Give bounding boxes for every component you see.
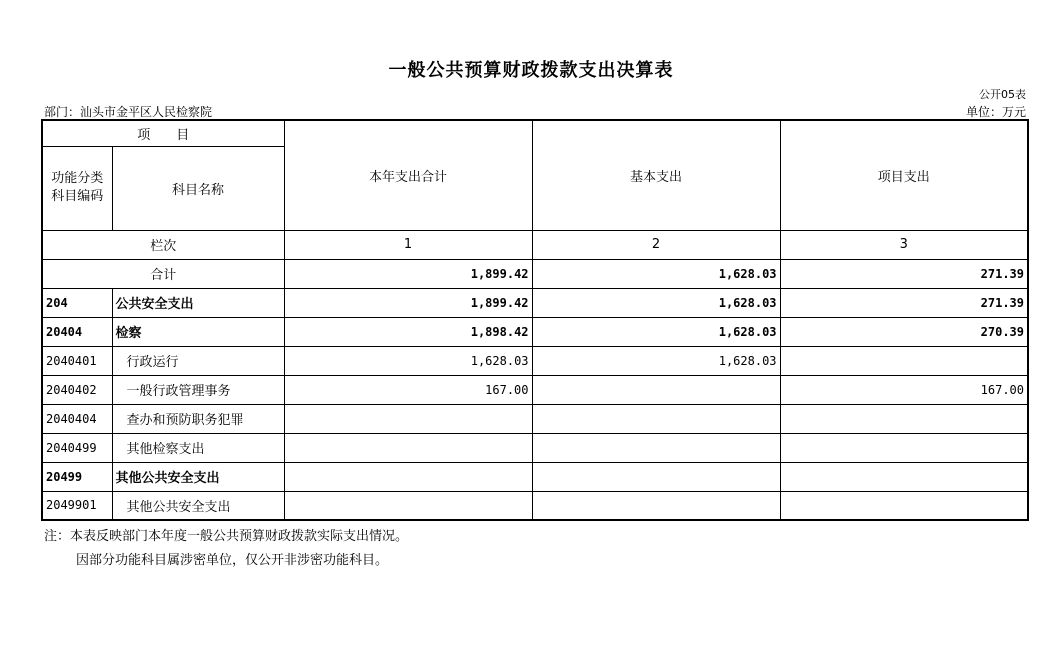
row-name: 查办和预防职务犯罪 — [112, 404, 284, 433]
row-total: 167.00 — [284, 375, 532, 404]
table-row — [42, 491, 1028, 520]
total-row — [42, 259, 1028, 288]
row-basic: 1,628.03 — [532, 288, 780, 317]
report-title: 一般公共预算财政拨款支出决算表 — [388, 60, 674, 81]
row-basic — [532, 462, 780, 491]
row-basic — [532, 404, 780, 433]
unit-label: 单位：万元 — [965, 105, 1026, 119]
row-name: 一般行政管理事务 — [112, 375, 284, 404]
form-code: 公开05表 — [979, 88, 1026, 101]
row-code: 20404 — [42, 317, 112, 346]
row-name: 其他公共安全支出 — [112, 491, 284, 520]
row-code: 2049901 — [42, 491, 112, 520]
row-index-3: 3 — [780, 230, 1028, 259]
row-project — [780, 404, 1028, 433]
header-subject-name: 科目名称 — [112, 146, 284, 230]
row-name: 行政运行 — [112, 346, 284, 375]
row-index-1: 1 — [284, 230, 532, 259]
row-total — [284, 404, 532, 433]
header-basic: 基本支出 — [532, 120, 780, 230]
header-item: 项 目 — [42, 120, 284, 146]
row-index-2: 2 — [532, 230, 780, 259]
row-basic: 1,628.03 — [532, 346, 780, 375]
row-project — [780, 462, 1028, 491]
table-row — [42, 288, 1028, 317]
row-total — [284, 491, 532, 520]
row-code: 204 — [42, 288, 112, 317]
row-total: 1,898.42 — [284, 317, 532, 346]
header-func-code: 功能分类科目编码 — [42, 146, 112, 230]
header-project: 项目支出 — [780, 120, 1028, 230]
expenditure-table — [41, 119, 1029, 521]
row-total: 1,628.03 — [284, 346, 532, 375]
table-row — [42, 346, 1028, 375]
row-name: 其他检察支出 — [112, 433, 284, 462]
note-line-2: 因部分功能科目属涉密单位，仅公开非涉密功能科目。 — [76, 553, 389, 568]
total-total: 1,899.42 — [284, 259, 532, 288]
table-row — [42, 462, 1028, 491]
table-row — [42, 433, 1028, 462]
row-project — [780, 346, 1028, 375]
row-project — [780, 433, 1028, 462]
table-row — [42, 375, 1028, 404]
row-name: 其他公共安全支出 — [112, 462, 284, 491]
row-name: 检察 — [112, 317, 284, 346]
row-name: 公共安全支出 — [112, 288, 284, 317]
total-basic: 1,628.03 — [532, 259, 780, 288]
row-basic — [532, 375, 780, 404]
row-code: 20499 — [42, 462, 112, 491]
row-code: 2040401 — [42, 346, 112, 375]
row-basic: 1,628.03 — [532, 317, 780, 346]
row-basic — [532, 491, 780, 520]
note-line-1: 注：本表反映部门本年度一般公共预算财政拨款实际支出情况。 — [44, 529, 409, 544]
row-total — [284, 433, 532, 462]
row-code: 2040499 — [42, 433, 112, 462]
table-row — [42, 317, 1028, 346]
total-label: 合计 — [42, 259, 284, 288]
row-total — [284, 462, 532, 491]
row-basic — [532, 433, 780, 462]
row-project: 270.39 — [780, 317, 1028, 346]
table-row — [42, 404, 1028, 433]
row-code: 2040402 — [42, 375, 112, 404]
row-code: 2040404 — [42, 404, 112, 433]
row-project — [780, 491, 1028, 520]
row-total: 1,899.42 — [284, 288, 532, 317]
row-index-label: 栏次 — [42, 230, 284, 259]
row-project: 271.39 — [780, 288, 1028, 317]
row-project: 167.00 — [780, 375, 1028, 404]
department-label: 部门：汕头市金平区人民检察院 — [44, 105, 213, 119]
total-project: 271.39 — [780, 259, 1028, 288]
header-total: 本年支出合计 — [284, 120, 532, 230]
